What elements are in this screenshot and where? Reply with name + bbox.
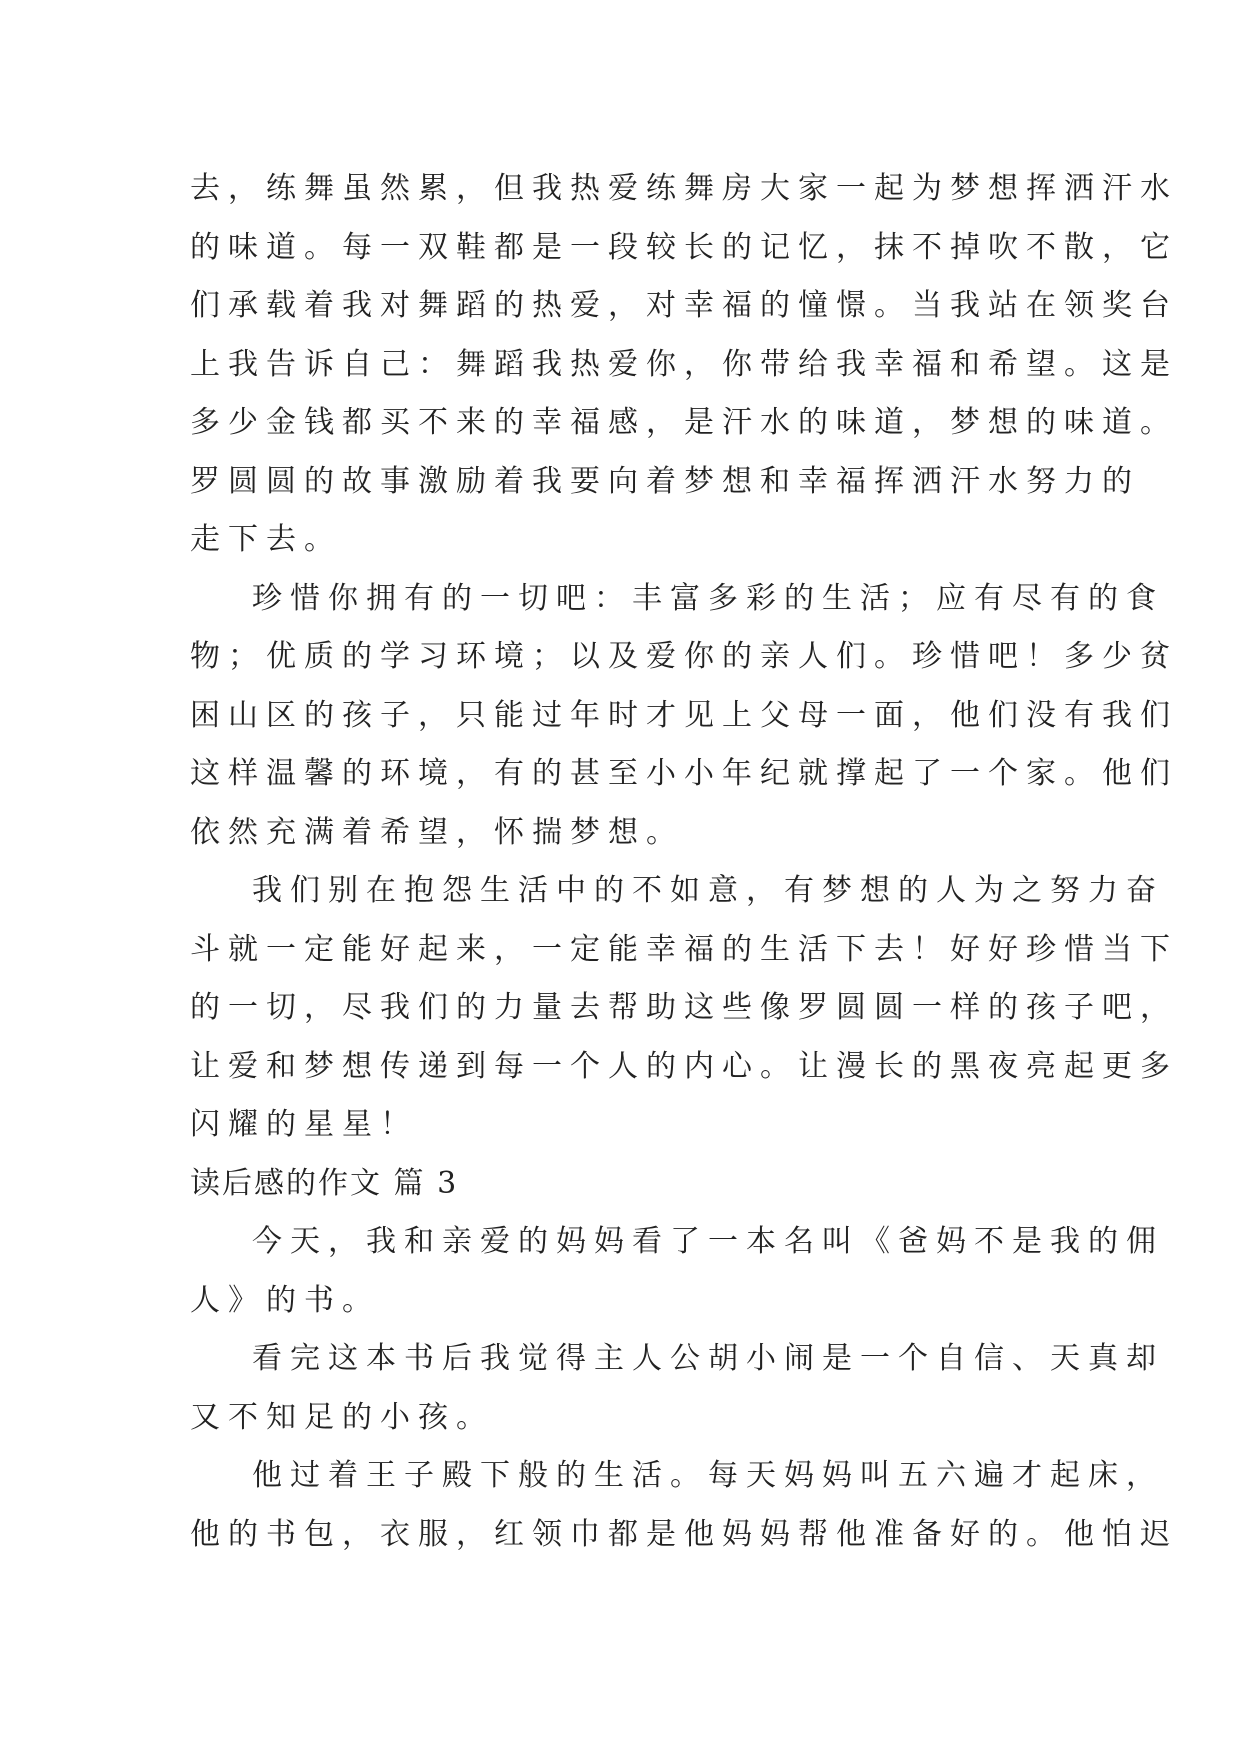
text-line: 这样温馨的环境，有的甚至小小年纪就撑起了一个家。他们 (190, 756, 1178, 791)
paragraph-first-line: 今天，我和亲爱的妈妈看了一本名叫《爸妈不是我的佣 (252, 1224, 1164, 1259)
text-line: 闪耀的星星！ (190, 1107, 418, 1142)
paragraph-first-line: 珍惜你拥有的一切吧：丰富多彩的生活；应有尽有的食 (252, 580, 1164, 616)
text-line: 困山区的孩子，只能过年时才见上父母一面，他们没有我们 (190, 697, 1178, 733)
paragraph-first-line: 我们别在抱怨生活中的不如意，有梦想的人为之努力奋 (252, 873, 1164, 908)
text-line: 物；优质的学习环境；以及爱你的亲人们。珍惜吧！多少贫 (190, 639, 1178, 674)
paragraph-first-line: 他过着王子殿下般的生活。每天妈妈叫五六遍才起床， (252, 1458, 1164, 1493)
text-line: 人》的书。 (190, 1282, 380, 1318)
document-body (190, 160, 1178, 1564)
text-line: 走下去。 (190, 522, 342, 557)
text-line: 的一切，尽我们的力量去帮助这些像罗圆圆一样的孩子吧， (190, 990, 1178, 1025)
text-line: 他的书包，衣服，红领巾都是他妈妈帮他准备好的。他怕迟 (190, 1516, 1178, 1552)
text-line: 依然充满着希望，怀揣梦想。 (190, 814, 684, 850)
text-line: 去，练舞虽然累，但我热爱练舞房大家一起为梦想挥洒汗水 (190, 171, 1178, 206)
text-line: 上我告诉自己：舞蹈我热爱你，你带给我幸福和希望。这是 (190, 346, 1178, 382)
section-heading: 读后感的作文 篇 3 (190, 1165, 459, 1201)
text-line: 斗就一定能好起来，一定能幸福的生活下去！好好珍惜当下 (190, 931, 1178, 967)
text-line: 多少金钱都买不来的幸福感，是汗水的味道，梦想的味道。 (190, 405, 1178, 440)
text-line: 们承载着我对舞蹈的热爱，对幸福的憧憬。当我站在领奖台 (190, 288, 1178, 323)
text-line: 罗圆圆的故事激励着我要向着梦想和幸福挥洒汗水努力的 (190, 463, 1140, 499)
text-line: 又不知足的小孩。 (190, 1399, 494, 1435)
text-line: 的味道。每一双鞋都是一段较长的记忆，抹不掉吹不散，它 (190, 229, 1178, 265)
paragraph-first-line: 看完这本书后我觉得主人公胡小闹是一个自信、天真却 (252, 1341, 1164, 1376)
text-line: 让爱和梦想传递到每一个人的内心。让漫长的黑夜亮起更多 (190, 1048, 1178, 1084)
